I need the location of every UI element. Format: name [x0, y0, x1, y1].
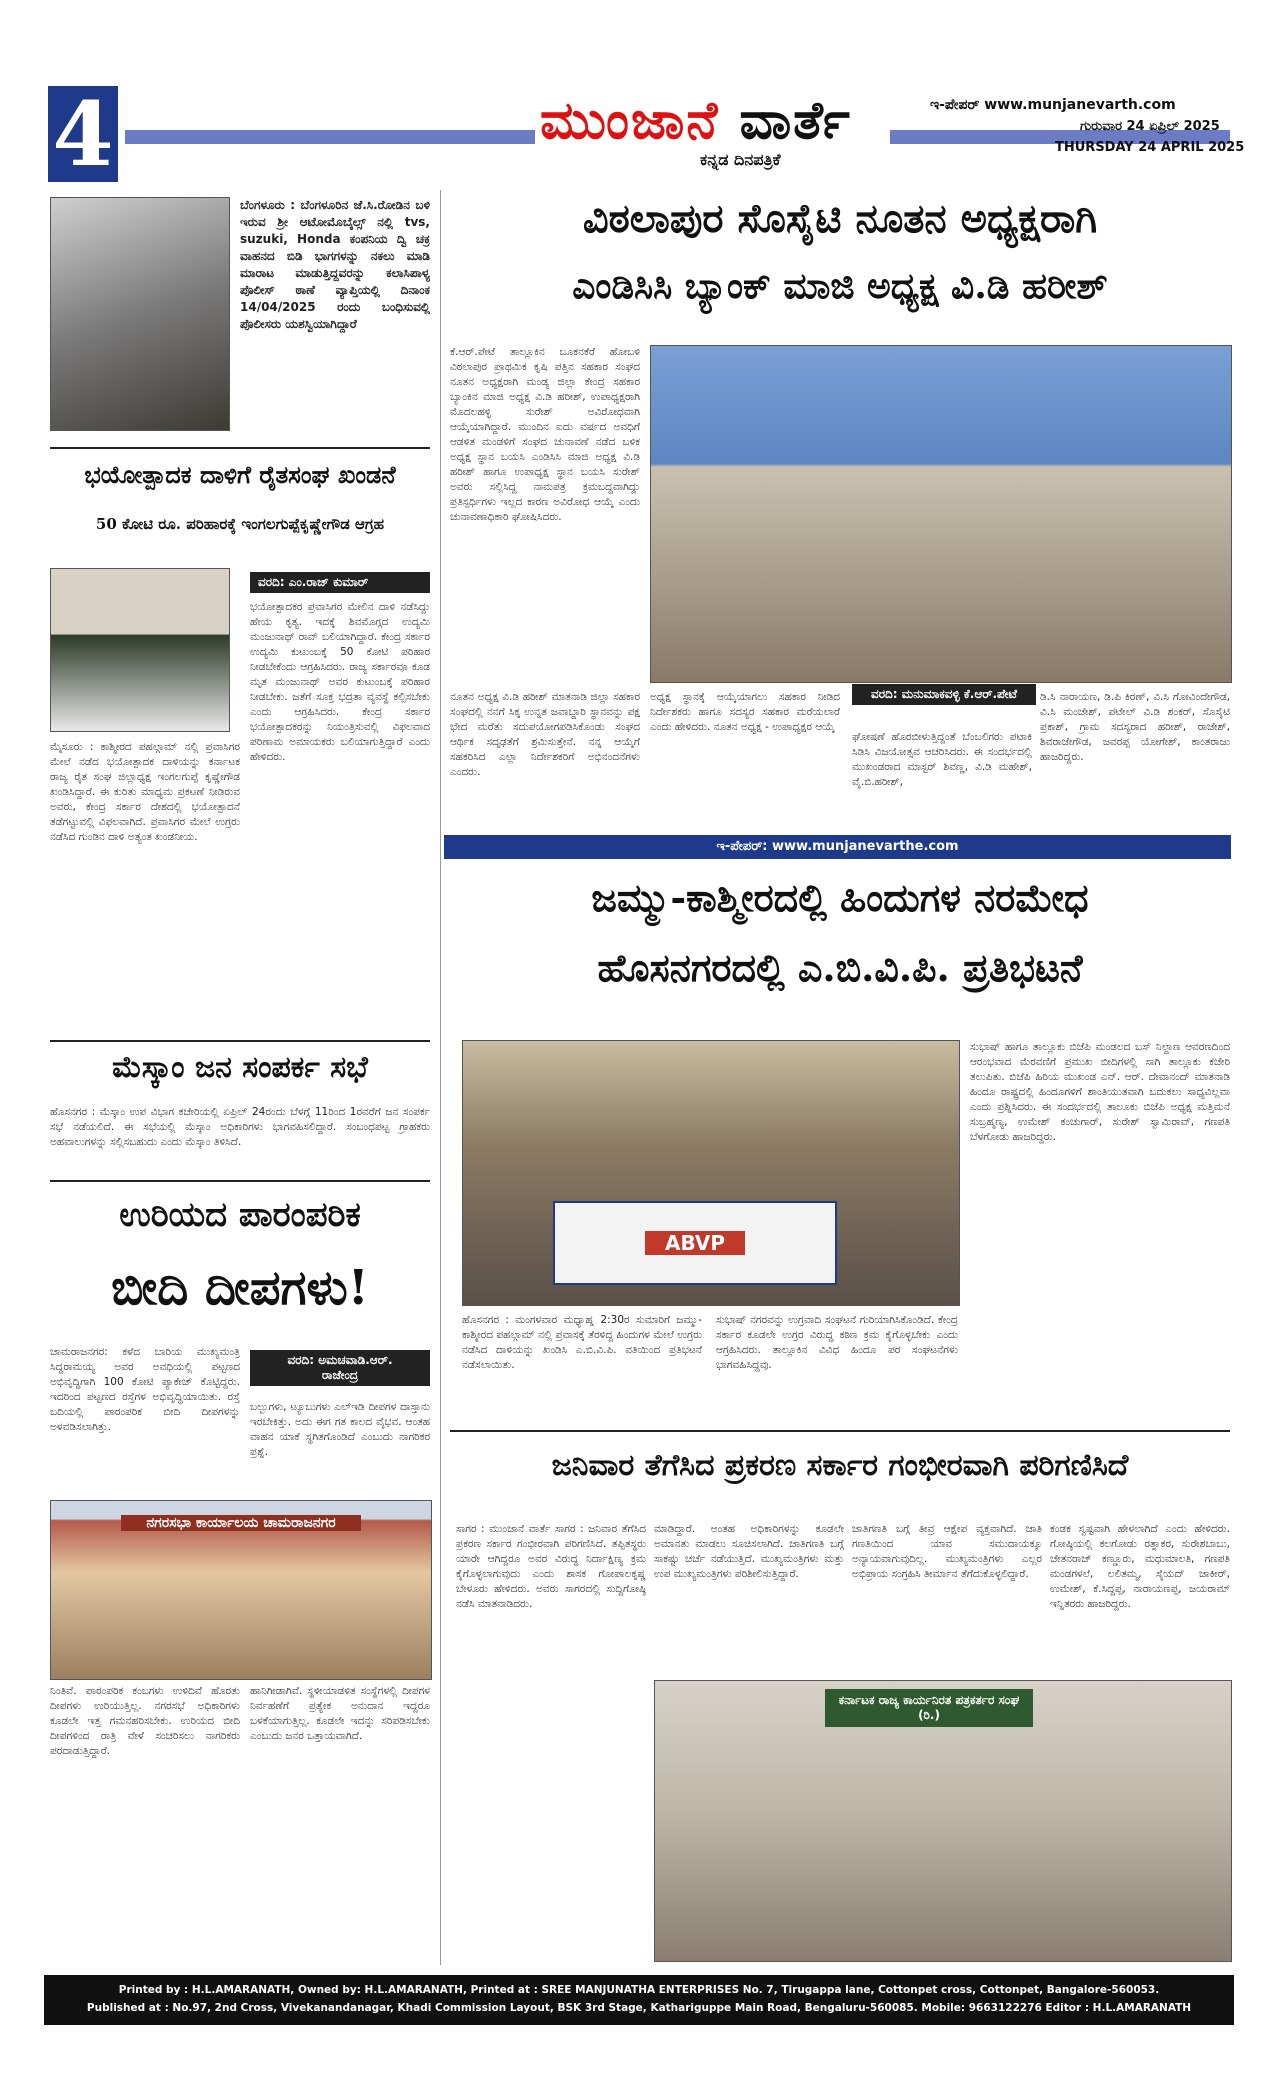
masthead-title-part1: ಮುಂಜಾನೆ — [540, 90, 720, 151]
police-story-text: ಬೆಂಗಳೂರು : ಬೆಂಗಳೂರಿನ ಜೆ.ಸಿ.ರೋಡಿನ ಬಳಿ ಇರುವ ಶ್ರೀ ಆಟೋಮೊಬೈಲ್ಸ್ ನಲ್ಲಿ tvs, suzuki, Honda ಕಂಪನಿಯ ದ್ವಿ ಚಕ್ರ ವಾಹನದ ಬಿಡಿ ಭಾಗಗಳನ್ನು ನಕಲು ಮಾಡಿ ಮಾರಾಟ ಮಾಡುತ್ತಿದ್ದವರನ್ನು ಕಲಾಸಿಪಾಳ್ಯ ಪೊಲೀಸ್ ಠಾಣೆ ವ್ಯಾಪ್ತಿಯಲ್ಲಿ ದಿನಾಂಕ 14/04/2025 ರಂದು ಬಂಧಿಸುವಲ್ಲಿ ಪೊಲೀಸರು ಯಶಸ್ವಿಯಾಗಿದ್ದಾರೆ — [240, 198, 430, 331]
deepa-byline-line1: ವರದಿ: ಅಮಚವಾಡಿ.ಆರ್. — [287, 1353, 393, 1367]
mescom-headline: ಮೆಸ್ಕಾಂ ಜನ ಸಂಪರ್ಕ ಸಭೆ — [112, 1050, 368, 1085]
janivara-text-col3: ಜಾತಿಗಣತಿ ಬಗ್ಗೆ ತೀವ್ರ ಆಕ್ಷೇಪ ವ್ಯಕ್ತವಾಗಿದೆ. ಜಾತಿ ಗಣತಿಯಿಂದ ಯಾವ ಸಮುದಾಯಕ್ಕೂ ಅನ್ಯಾಯವಾಗುವುದಿಲ್ಲ. ಮುಖ್ಯಮಂತ್ರಿಗಳು ಎಲ್ಲರ ಅಭಿಪ್ರಾಯ ಸಂಗ್ರಹಿಸಿ ತೀರ್ಮಾನ ತೆಗೆದುಕೊಳ್ಳಲಿದ್ದಾರೆ. — [852, 1523, 1042, 1580]
janivara-text-col4: ಕಂಡಕ ಸ್ವಷ್ಟವಾಗಿ ಹೇಳಲಾಗಿದೆ ಎಂದು ಹೇಳಿದರು. ಗೋಷ್ಠಿಯಲ್ಲಿ ಕಲಗೋಡು ರತ್ನಾಕರ, ಸುರೇಶಬಾಬು, ಚೇತನರಾಜ್ ಕಣ್ಣೂರು, ಮಧುಮಾಲತಿ, ಗಣಪತಿ ಮಂಡಗಳಲೆ, ಲಲಿತಮ್ಮ, ಸೈಯದ್ ಜಾಕೀರ್, ಉಮೇಶ್, ಕೆ.ಸಿದ್ದಪ್ಪ, ನಾರಾಯಣಪ್ಪ, ಜಯರಾಮ್ ಇನ್ನಿತರರು ಹಾಜರಿದ್ದರು. — [1050, 1523, 1230, 1610]
municipal-building-photo — [50, 1500, 432, 1680]
vithalapura-text-col5: ಡಿ.ಸಿ ನಾರಾಯಣ, ಡಿ.ಪಿ ಕಿರಣ್, ವಿ.ಸಿ ಗೋವಿಂದೇಗೌಡ, ವಿ.ಸಿ ಮಂಜೇಶ್, ಪಟೇಲ್ ವಿ.ಡಿ ಶಂಕರ್, ಸೊಸೈಟಿ ಪ್ರಕಾಶ್, ಗ್ರಾಮ ಸದಸ್ಯರಾದ ಹರೀಶ್, ರಾಜೇಶ್, ಶಿವರಾಜೇಗೌಡ, ಜವರಪ್ಪ ಯೋಗೇಶ್, ಕಾಂತರಾಜು ಹಾಜರಿದ್ದರು. — [1040, 691, 1230, 763]
abvp-text-col2: ಸುಭಾಷ್ ನಗರವನ್ನು ಉಗ್ರವಾದಿ ಸಂಘಟನೆ ಗುರಿಯಾಗಿಸಿಕೊಂಡಿದೆ. ಕೇಂದ್ರ ಸರ್ಕಾರ ಕೂಡಲೇ ಉಗ್ರರ ವಿರುದ್ಧ ಕಠಿಣ ಕ್ರಮ ಕೈಗೊಳ್ಳಬೇಕು ಎಂದು ಆಗ್ರಹಿಸಿದರು. ತಾಲ್ಲೂಕಿನ ವಿವಿಧ ಹಿಂದೂ ಪರ ಸಂಘಟನೆಗಳು ಭಾಗವಹಿಸಿದ್ದವು. — [716, 1314, 958, 1371]
raitha-headline: ಭಯೋತ್ಪಾದಕ ದಾಳಿಗೆ ರೈತಸಂಘ ಖಂಡನೆ — [84, 460, 396, 489]
vithalapura-group-photo — [650, 345, 1232, 683]
masthead-date-kannada: ಗುರುವಾರ 24 ಏಪ್ರಿಲ್ 2025 — [1080, 119, 1220, 134]
page-number: 4 — [48, 86, 118, 182]
footer-imprint — [44, 1975, 1234, 2025]
raitha-text-col2: ಭಯೋತ್ಪಾದಕರ ಪ್ರವಾಸಿಗರ ಮೇಲಿನ ದಾಳಿ ನಡೆಸಿದ್ದು ಹೇಯ ಕೃತ್ಯ. ಇದಕ್ಕೆ ಶಿವಮೊಗ್ಗದ ಉದ್ಯಮಿ ಮಂಜುನಾಥ್ ರಾವ್ ಬಲಿಯಾಗಿದ್ದಾರೆ. ಕೇಂದ್ರ ಸರ್ಕಾರ ಉದ್ಯಮಿ ಕುಟುಂಬಕ್ಕೆ 50 ಕೋಟಿ ಪರಿಹಾರ ನೀಡಬೇಕೆಂದು ಆಗ್ರಹಿಸಿದರು. ರಾಜ್ಯ ಸರ್ಕಾರವೂ ಕೂಡ ಮೃತ ಮಂಜುನಾಥ್ ಅವರ ಕುಟುಂಬಕ್ಕೆ ಪರಿಹಾರ ನೀಡಬೇಕು. ಜತೆಗೆ ಸೂಕ್ತ ಭದ್ರತಾ ವ್ಯವಸ್ಥೆ ಕಲ್ಪಿಸಬೇಕು ಎಂದು ಆಗ್ರಹಿಸಿದರು. ಕೇಂದ್ರ ಸರ್ಕಾರ ಭಯೋತ್ಪಾದಕರನ್ನು ನಿಯಂತ್ರಿಸುವಲ್ಲಿ ವಿಫಲವಾದ ಪರಿಣಾಮ ಅಮಾಯಕರು ಬಲಿಯಾಗುತ್ತಿದ್ದಾರೆ ಎಂದು ಹೇಳಿದರು. — [250, 601, 430, 763]
vithalapura-headline: ವಿಠಲಾಪುರ ಸೊಸೈಟಿ ನೂತನ ಅಧ್ಯಕ್ಷರಾಗಿ — [582, 195, 1098, 242]
footer-line-2: Published at : No.97, 2nd Cross, Vivekanandanagar, Khadi Commission Layout, BSK 3rd Stage, Kathariguppe Main Road, Bengaluru-560085. Mobile: 9663122276 Editor : H.L.AMARANATH — [86, 2002, 1192, 2014]
column-divider — [440, 190, 441, 1965]
epaper-banner[interactable]: ಇ-ಪೇಪರ್: www.munjanevarthe.com — [444, 835, 1231, 859]
janivara-headline: ಜನಿವಾರ ತೆಗೆಸಿದ ಪ್ರಕರಣ ಸರ್ಕಾರ ಗಂಭೀರವಾಗಿ ಪರಿಗಣಿಸಿದೆ — [551, 1448, 1129, 1483]
masthead-subtitle: ಕನ್ನಡ ದಿನಪತ್ರಿಕೆ — [700, 150, 781, 169]
abvp-banner-label: ABVP — [645, 1231, 745, 1255]
meeting-banner: ಕರ್ನಾಟಕ ರಾಜ್ಯ ಕಾರ್ಯನಿರತ ಪತ್ರಕರ್ತರ ಸಂಘ (ರಿ.) — [825, 1689, 1033, 1727]
masthead-title — [540, 90, 852, 152]
deepa-byline — [250, 1350, 430, 1386]
divider — [50, 447, 430, 449]
raitha-text-col1: ಮೈಸೂರು : ಕಾಶ್ಮೀರದ ಪಹಲ್ಗಾಮ್ ನಲ್ಲಿ ಪ್ರವಾಸಿಗರ ಮೇಲೆ ನಡೆದ ಭಯೋತ್ಪಾದಕ ದಾಳಿಯನ್ನು ಕರ್ನಾಟಕ ರಾಜ್ಯ ರೈತ ಸಂಘ ಜಿಲ್ಲಾಧ್ಯಕ್ಷ ಇಂಗಲಗುಪ್ಪೆ ಕೃಷ್ಣೇಗೌಡ ಖಂಡಿಸಿದ್ದಾರೆ. ಈ ಕುರಿತು ಮಾಧ್ಯಮ ಪ್ರಕಟಣೆ ನೀಡಿರುವ ಅವರು, ಕೇಂದ್ರ ಸರ್ಕಾರ ದೇಶದಲ್ಲಿ ಭಯೋತ್ಪಾದನೆ ತಡೆಗಟ್ಟುವಲ್ಲಿ ವಿಫಲವಾಗಿದೆ. ಪ್ರವಾಸಿಗರ ಮೇಲೆ ಉಗ್ರರು ನಡೆಸಿದ ಗುಂಡಿನ ದಾಳಿ ಅತ್ಯಂತ ಖಂಡನೀಯ. — [50, 741, 240, 843]
deepa-byline-line2: ರಾಜೇಂದ್ರ — [321, 1368, 359, 1382]
deepa-text-col3: ನಿಂತಿವೆ. ಪಾರಂಪರಿಕ ಕಂಬಗಳು ಉಳಿದಿವೆ ಹೊರತು ದೀಪಗಳು ಉರಿಯುತ್ತಿಲ್ಲ. ನಗರಸಭೆ ಅಧಿಕಾರಿಗಳು ಕೂಡಲೇ ಇತ್ತ ಗಮನಹರಿಸಬೇಕು. ಉರಿಯದ ಬೀದಿ ದೀಪಗಳಿಂದ ರಾತ್ರಿ ವೇಳೆ ಸಂಚರಿಸಲು ನಾಗರಿಕರು ಪರದಾಡುತ್ತಿದ್ದಾರೆ. — [50, 1685, 240, 1757]
vithalapura-subheadline: ಎಂಡಿಸಿಸಿ ಬ್ಯಾಂಕ್ ಮಾಜಿ ಅಧ್ಯಕ್ಷ ವಿ.ಡಿ ಹರೀಶ್ — [572, 265, 1108, 307]
abvp-text-col3: ಸುಭಾಷ್ ಹಾಗೂ ತಾಲ್ಲೂಕು ಬಿಜೆಪಿ ಮಂಡಲದ ಬಸ್ ನಿಲ್ದಾಣ ಆವರಣದಿಂದ ಆರಂಭವಾದ ಮೆರವಣಿಗೆ ಪ್ರಮುಖ ಬೀದಿಗಳಲ್ಲಿ ಸಾಗಿ ತಾಲ್ಲೂಕು ಕಚೇರಿ ತಲುಪಿತು. ಬಿಜೆಪಿ ಹಿರಿಯ ಮುಖಂಡ ಎನ್. ಆರ್. ದೇವಾನಂದ್ ಮಾತನಾಡಿ ಹಿಂದೂ ರಾಷ್ಟ್ರದಲ್ಲಿ ಹಿಂದೂಗಳಿಗೆ ಶಾಂತಿಯುತವಾಗಿ ಬದುಕಲು ಸಾಧ್ಯವಿಲ್ಲವಾ ಎಂದು ಪ್ರಶ್ನಿಸಿದರು. ಈ ಸಂದರ್ಭದಲ್ಲಿ ತಾಲೂಕು ಬಿಜೆಪಿ ಅಧ್ಯಕ್ಷ ಮತ್ತಿಮನೆ ಸುಬ್ರಹ್ಮಣ್ಯ, ಉಮೇಶ್ ಕಂಚುಗಾರ್, ಸುರೇಶ್ ಸ್ವಾಮಿರಾವ್, ಗಣಪತಿ ಬೆಳಗೋಡು ಹಾಜರಿದ್ದರು. — [970, 1041, 1230, 1143]
divider — [50, 1180, 430, 1182]
mescom-text: ಹೊಸನಗರ : ಮೆಸ್ಕಾಂ ಉಪ ವಿಭಾಗ ಕಚೇರಿಯಲ್ಲಿ ಏಪ್ರಿಲ್ 24ರಂದು ಬೆಳಗ್ಗೆ 11ರಿಂದ 1ರವರೆಗೆ ಜನ ಸಂಪರ್ಕ ಸಭೆ ನಡೆಯಲಿದೆ. ಈ ಸಭೆಯಲ್ಲಿ ಮೆಸ್ಕಾಂ ಅಧಿಕಾರಿಗಳು ಭಾಗವಹಿಸಲಿದ್ದಾರೆ. ಸಂಬಂಧಪಟ್ಟ ಗ್ರಾಹಕರು ಅಹವಾಲುಗಳನ್ನು ಸಲ್ಲಿಸಬಹುದು ಎಂದು ಮೆಸ್ಕಾಂ ತಿಳಿಸಿದೆ. — [50, 1106, 430, 1148]
footer-line-1: Printed by : H.L.AMARANATH, Owned by: H.L.AMARANATH, Printed at : SREE MANJUNATHA ENTERPRISES No. 7, Tirugappa lane, Cottonpet cross, Cottonpet, Bangalore-560053. — [118, 1984, 1160, 1996]
divider — [50, 1040, 430, 1042]
vithalapura-text-col3: ಅಧ್ಯಕ್ಷ ಸ್ಥಾನಕ್ಕೆ ಆಯ್ಕೆಯಾಗಲು ಸಹಕಾರ ನೀಡಿದ ನಿರ್ದೇಶಕರು ಹಾಗೂ ಸದಸ್ಯರ ಸಹಕಾರ ಮರೆಯಲಾರೆ ಎಂದು ಹೇಳಿದರು. ನೂತನ ಅಧ್ಯಕ್ಷ - ಉಪಾಧ್ಯಕ್ಷರ ಆಯ್ಕೆ — [650, 691, 840, 733]
deepa-text-col4: ಹಾನಿಗೀಡಾಗಿವೆ. ಸ್ಥಳೀಯಾಡಳಿತ ಸಂಸ್ಥೆಗಳಲ್ಲಿ ದೀಪಗಳ ನಿರ್ವಹಣೆಗೆ ಪ್ರತ್ಯೇಕ ಅನುದಾನ ಇದ್ದರೂ ಬಳಕೆಯಾಗುತ್ತಿಲ್ಲ. ಕೂಡಲೇ ಇದನ್ನು ಸರಿಪಡಿಸಬೇಕು ಎಂಬುದು ಜನರ ಒತ್ತಾಯವಾಗಿದೆ. — [250, 1685, 430, 1742]
divider — [450, 1430, 1230, 1432]
abvp-headline: ಜಮ್ಮು-ಕಾಶ್ಮೀರದಲ್ಲಿ ಹಿಂದುಗಳ ನರಮೇಧ — [591, 875, 1089, 920]
deepa-headline-2: ಬೀದಿ ದೀಪಗಳು! — [111, 1260, 369, 1316]
abvp-protest-banner — [553, 1201, 837, 1285]
building-sign: ನಗರಸಭಾ ಕಾರ್ಯಾಲಯ ಚಾಮರಾಜನಗರ — [121, 1515, 361, 1531]
abvp-text-col1: ಹೊಸನಗರ : ಮಂಗಳವಾರ ಮಧ್ಯಾಹ್ನ 2:30ರ ಸುಮಾರಿಗೆ ಜಮ್ಮು-ಕಾಶ್ಮೀರದ ಪಹಲ್ಗಾಮ್ ನಲ್ಲಿ ಪ್ರವಾಸಕ್ಕೆ ತೆರಳಿದ್ದ ಹಿಂದುಗಳ ಮೇಲೆ ಉಗ್ರರು ನಡೆಸಿದ ದಾಳಿಯನ್ನು ಖಂಡಿಸಿ ಎ.ಬಿ.ವಿ.ಪಿ. ವತಿಯಿಂದ ಪ್ರತಿಭಟನೆ ನಡೆಸಲಾಯಿತು. — [462, 1314, 702, 1371]
police-photo — [50, 197, 230, 431]
masthead-bar-left — [125, 130, 535, 144]
janivara-text-col2: ಮಾಡಿದ್ದಾರೆ. ಅಂತಹ ಅಧಿಕಾರಿಗಳನ್ನು ಕೂಡಲೇ ಅಮಾನತು ಮಾಡಲು ಸೂಚಿಸಲಾಗಿದೆ. ಜಾತಿಗಣತಿ ಬಗ್ಗೆ ಸಾಕಷ್ಟು ಚರ್ಚೆ ನಡೆಯುತ್ತಿದೆ. ಮುಖ್ಯಮಂತ್ರಿಗಳು ಮತ್ತು ಉಪ ಮುಖ್ಯಮಂತ್ರಿಗಳು ಪರಿಶೀಲಿಸುತ್ತಿದ್ದಾರೆ. — [654, 1523, 844, 1580]
raitha-byline: ವರದಿ: ಎಂ.ರಾಜ್ ಕುಮಾರ್ — [250, 572, 430, 593]
deepa-text-col1: ಚಾಮರಾಜನಗರ: ಕಳೆದ ಬಾರಿಯ ಮುಖ್ಯಮಂತ್ರಿ ಸಿದ್ದರಾಮಯ್ಯ ಅವರ ಅವಧಿಯಲ್ಲಿ ಪಟ್ಟಣದ ಅಭಿವೃದ್ಧಿಗಾಗಿ 100 ಕೋಟಿ ಪ್ಯಾಕೇಜ್ ಕೊಟ್ಟಿದ್ದರು. ಇದರಿಂದ ಪಟ್ಟಣದ ರಸ್ತೆಗಳ ಅಭಿವೃದ್ಧಿಯಾಯಿತು. ರಸ್ತೆ ಬದಿಯಲ್ಲಿ ಪಾರಂಪರಿಕ ಬೀದಿ ದೀಪಗಳನ್ನು ಅಳವಡಿಸಲಾಗಿತ್ತು. — [50, 1346, 240, 1433]
vithalapura-byline: ವರದಿ: ಮನುಮಾಕವಳ್ಳಿ ಕೆ.ಆರ್.ಪೇಟೆ — [852, 684, 1036, 705]
raitha-subheadline: 50 ಕೋಟಿ ರೂ. ಪರಿಹಾರಕ್ಕೆ ಇಂಗಲಗುಪ್ಪೆಕೃಷ್ಣೇಗೌಡ ಆಗ್ರಹ — [95, 515, 385, 533]
abvp-protest-photo — [462, 1040, 960, 1306]
vithalapura-text-col1: ಕೆ.ಆರ್.ಪೇಟೆ ತಾಲ್ಲೂಕಿನ ಬೂಕನಕೆರೆ ಹೋಬಳಿ ವಿಠಲಾಪುರ ಪ್ರಾಥಮಿಕ ಕೃಷಿ ಪತ್ತಿನ ಸಹಕಾರ ಸಂಘದ ನೂತನ ಅಧ್ಯಕ್ಷರಾಗಿ ಮಂಡ್ಯ ಜಿಲ್ಲಾ ಕೇಂದ್ರ ಸಹಕಾರ ಬ್ಯಾಂಕಿನ ಮಾಜಿ ಅಧ್ಯಕ್ಷ ವಿ.ಡಿ ಹರೀಶ್, ಉಪಾಧ್ಯಕ್ಷರಾಗಿ ಮೊದಲಹಳ್ಳಿ ಸುರೇಶ್ ಅವಿರೋಧವಾಗಿ ಆಯ್ಕೆಯಾಗಿದ್ದಾರೆ. ಮುಂದಿನ ಐದು ವರ್ಷದ ಅವಧಿಗೆ ಆಡಳಿತ ಮಂಡಳಿಗೆ ಸಂಘದ ಚುನಾವಣೆ ನಡೆದ ಬಳಿಕ ಅಧ್ಯಕ್ಷ ಸ್ಥಾನ ಬಯಸಿ ಎಂಡಿಸಿಸಿ ಮಾಜಿ ಅಧ್ಯಕ್ಷ ವಿ.ಡಿ ಹರೀಶ್ ಹಾಗೂ ಉಪಾಧ್ಯಕ್ಷ ಸ್ಥಾನ ಬಯಸಿ ಸುರೇಶ್ ಅವರು ಸಲ್ಲಿಸಿದ್ದ ನಾಮಪತ್ರ ಕ್ರಮಬದ್ಧವಾಗಿದ್ದು ಪ್ರತಿಸ್ಪರ್ಧಿಗಳು ಇಲ್ಲದ ಕಾರಣ ಅವಿರೋಧ ಆಯ್ಕೆ ಎಂದು ಚುನಾವಣಾಧಿಕಾರಿ ಘೋಷಿಸಿದರು. — [450, 346, 640, 523]
masthead-date-english: THURSDAY 24 APRIL 2025 — [1055, 140, 1245, 155]
vithalapura-text-col4: ಘೋಷಣೆ ಹೊರಬೀಳುತ್ತಿದ್ದಂತೆ ಬೆಂಬಲಿಗರು ಪಟಾಕಿ ಸಿಡಿಸಿ ವಿಜಯೋತ್ಸವ ಆಚರಿಸಿದರು. ಈ ಸಂದರ್ಭದಲ್ಲಿ ಮುಖಂಡರಾದ ಮಾಸ್ಟರ್ ಶಿವಣ್ಣ, ವಿ.ಡಿ ಮಹೇಶ್, ವೈ.ಬಿ.ಹರೀಶ್, — [852, 731, 1032, 788]
raitha-portrait — [50, 568, 230, 732]
deepa-headline: ಉರಿಯದ ಪಾರಂಪರಿಕ — [119, 1195, 361, 1235]
deepa-text-col2: ಬಲ್ಬುಗಳು, ಟ್ಯೂಬುಗಳು ಎಲ್‌ಇಡಿ ದೀಪಗಳ ದಾಸ್ತಾನು ಇರಬೇಕಿತ್ತು. ಅದು ಈಗ ಗತ ಕಾಲದ ವೈಭವ. ಆಂತಹ ವಾಹನ ಯಾಕೆ ಸ್ಥಗಿತಗೊಂಡಿದೆ ಎಂಬುದು ನಾಗರಿಕರ ಪ್ರಶ್ನೆ. — [250, 1401, 430, 1458]
abvp-subheadline: ಹೊಸನಗರದಲ್ಲಿ ಎ.ಬಿ.ವಿ.ಪಿ. ಪ್ರತಿಭಟನೆ — [597, 945, 1083, 990]
masthead-title-part2: ವಾರ್ತೆ — [739, 90, 852, 151]
janivara-text-col1: ಸಾಗರ : ಮುಂಜಾನೆ ವಾರ್ತೆ ಸಾಗರ : ಜನಿವಾರ ತೆಗೆಸಿದ ಪ್ರಕರಣ ಸರ್ಕಾರ ಗಂಭೀರವಾಗಿ ಪರಿಗಣಿಸಿದೆ. ತಪ್ಪಿತಸ್ಥರು ಯಾರೇ ಆಗಿದ್ದರೂ ಅವರ ವಿರುದ್ಧ ನಿರ್ದಾಕ್ಷಿಣ್ಯ ಕ್ರಮ ಕೈಗೊಳ್ಳಲಾಗುವುದು ಎಂದು ಶಾಸಕ ಗೋಪಾಲಕೃಷ್ಣ ಬೇಳೂರು ಹೇಳಿದರು. ಅವರು ಸಾಗರದಲ್ಲಿ ಸುದ್ದಿಗೋಷ್ಠಿ ನಡೆಸಿ ಮಾತನಾಡಿದರು. — [456, 1523, 646, 1610]
vithalapura-text-col2: ನೂತನ ಅಧ್ಯಕ್ಷ ವಿ.ಡಿ ಹರೀಶ್ ಮಾತನಾಡಿ ಜಿಲ್ಲಾ ಸಹಕಾರ ಸಂಘದಲ್ಲಿ ನನಗೆ ಸಿಕ್ಕ ಉನ್ನತ ಜವಾಬ್ದಾರಿ ಸ್ಥಾನವನ್ನು ಪಕ್ಷ ಭೇದ ಮರೆತು ಸದುಪಯೋಗಪಡಿಸಿಕೊಂಡು ಸಂಘದ ಆರ್ಥಿಕ ಸದೃಢತೆಗೆ ಶ್ರಮಿಸುತ್ತೇನೆ. ನನ್ನ ಆಯ್ಕೆಗೆ ಸಹಕರಿಸಿದ ಎಲ್ಲಾ ನಿರ್ದೇಶಕರಿಗೆ ಅಭಿನಂದನೆಗಳು ಎಂದರು. — [450, 691, 640, 778]
masthead-epaper-link[interactable]: ಇ-ಪೇಪರ್ www.munjanevarth.com — [930, 97, 1176, 113]
press-meet-photo — [654, 1680, 1232, 1962]
